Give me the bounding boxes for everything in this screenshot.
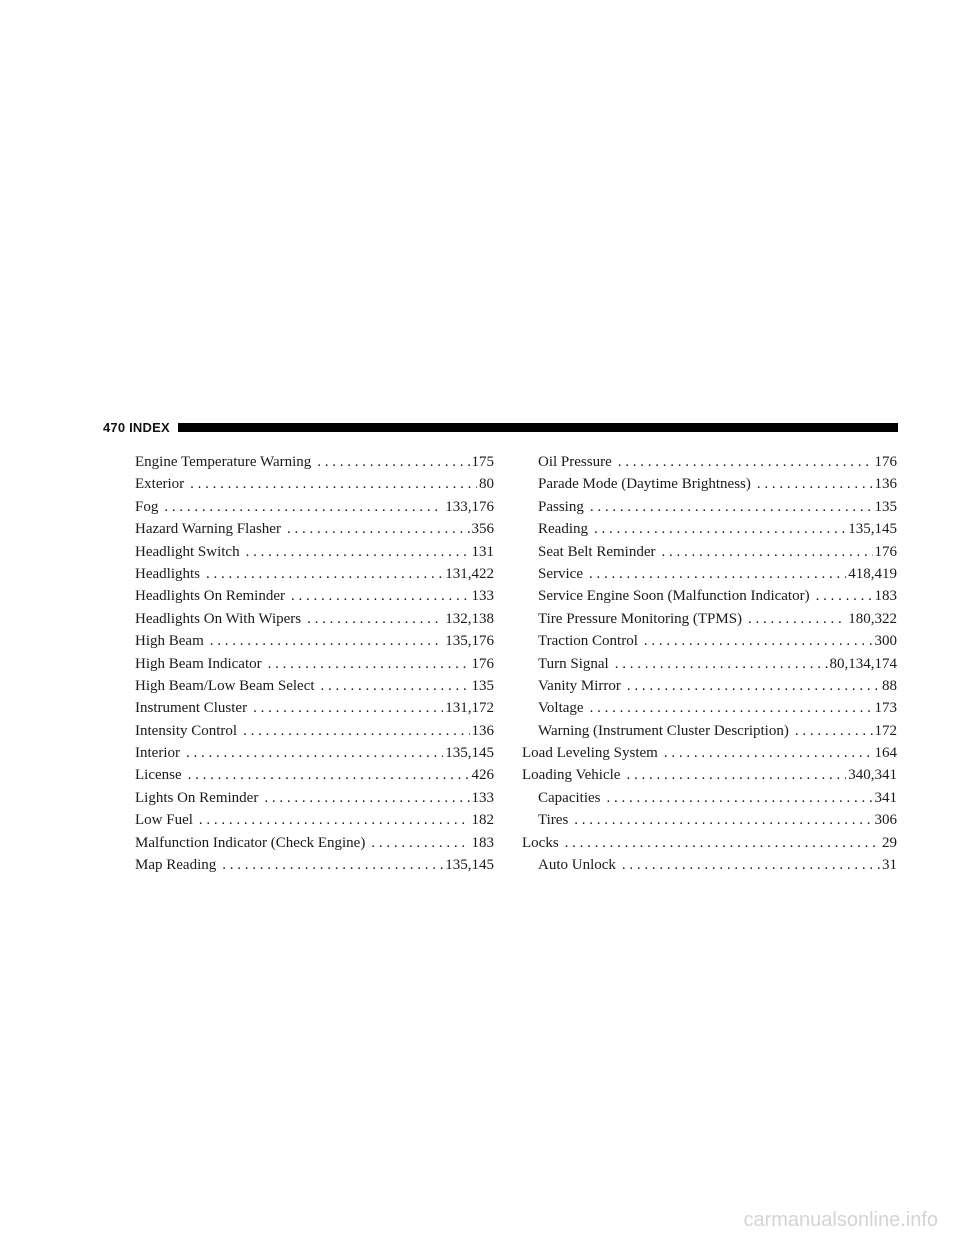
index-entry <box>522 451 897 473</box>
index-term: Headlights <box>135 565 200 582</box>
index-entry <box>119 832 494 854</box>
index-column-left <box>119 451 494 876</box>
dot-leader <box>258 787 469 809</box>
index-pages: 340,341 <box>848 767 897 784</box>
index-entry <box>522 585 897 607</box>
index-pages: 136 <box>471 722 494 739</box>
dot-leader <box>789 720 873 742</box>
index-entry <box>522 608 897 630</box>
index-entry <box>119 787 494 809</box>
index-entry <box>119 630 494 652</box>
dot-leader <box>612 451 873 473</box>
index-term: Service <box>538 565 583 582</box>
index-entry <box>119 742 494 764</box>
index-entry <box>119 563 494 585</box>
dot-leader <box>184 473 477 495</box>
dot-leader <box>559 832 880 854</box>
index-pages: 176 <box>471 655 494 672</box>
index-entry <box>119 451 494 473</box>
index-term: High Beam <box>135 633 204 650</box>
index-entry <box>522 720 897 742</box>
index-entry <box>119 473 494 495</box>
index-term: Auto Unlock <box>538 857 616 874</box>
index-term: Headlights On With Wipers <box>135 610 302 627</box>
index-entry <box>522 854 897 876</box>
index-entry <box>522 496 897 518</box>
index-pages: 135,145 <box>445 745 494 762</box>
index-pages: 183 <box>471 834 494 851</box>
index-entry <box>119 720 494 742</box>
index-term: Exterior <box>135 476 185 493</box>
index-term: Engine Temperature Warning <box>135 454 312 470</box>
dot-leader <box>568 809 872 831</box>
index-pages: 135,145 <box>848 521 897 538</box>
index-pages: 80 <box>479 476 494 493</box>
index-entry <box>522 653 897 675</box>
index-term: Tires <box>538 812 569 829</box>
index-term: Instrument Cluster <box>135 700 248 717</box>
dot-leader <box>204 630 444 652</box>
index-entry <box>522 630 897 652</box>
index-pages: 131,422 <box>445 565 494 582</box>
index-pages: 131 <box>471 543 494 560</box>
index-entry <box>522 473 897 495</box>
index-entry <box>119 518 494 540</box>
index-pages: 183 <box>874 588 897 605</box>
index-pages: 418,419 <box>848 565 897 582</box>
index-pages: 300 <box>874 633 897 650</box>
index-term: Voltage <box>538 700 584 717</box>
index-pages: 88 <box>882 677 897 694</box>
index-pages: 135 <box>471 677 494 694</box>
index-entry <box>119 675 494 697</box>
index-pages: 29 <box>882 834 897 851</box>
index-pages: 164 <box>874 745 897 762</box>
index-pages: 135,145 <box>445 857 494 874</box>
index-term: Service Engine Soon (Malfunction Indicator) <box>538 588 810 605</box>
index-term: Parade Mode (Daytime Brightness) <box>538 476 751 493</box>
index-term: Headlights On Reminder <box>135 588 285 605</box>
dot-leader <box>638 630 873 652</box>
index-entry <box>522 742 897 764</box>
index-term: Malfunction Indicator (Check Engine) <box>135 834 366 851</box>
index-entry <box>522 697 897 719</box>
dot-leader <box>658 742 873 764</box>
index-term: Traction Control <box>538 633 638 650</box>
dot-leader <box>600 787 872 809</box>
dot-leader <box>621 675 880 697</box>
dot-leader <box>588 518 846 540</box>
index-term: Vanity Mirror <box>538 677 621 694</box>
index-pages: 356 <box>471 521 494 538</box>
index-entry <box>522 764 897 786</box>
dot-leader <box>584 496 873 518</box>
index-term: Headlight Switch <box>135 543 240 560</box>
dot-leader <box>262 653 470 675</box>
page-number: 470 <box>103 419 126 435</box>
dot-leader <box>655 541 872 563</box>
index-term: Map Reading <box>135 857 217 874</box>
index-entry <box>522 563 897 585</box>
section-title: INDEX <box>129 419 170 435</box>
index-pages: 426 <box>471 767 494 784</box>
index-pages: 135 <box>874 498 897 515</box>
index-pages: 175 <box>471 454 494 470</box>
dot-leader <box>285 585 470 607</box>
index-term: Capacities <box>538 789 601 806</box>
index-term: Low Fuel <box>135 812 193 829</box>
dot-leader <box>240 541 470 563</box>
index-entry <box>119 608 494 630</box>
dot-leader <box>742 608 846 630</box>
index-entry <box>522 675 897 697</box>
dot-leader <box>620 764 846 786</box>
index-pages: 131,172 <box>445 700 494 717</box>
index-entry <box>119 764 494 786</box>
index-pages: 306 <box>874 812 897 829</box>
index-term: License <box>135 767 182 784</box>
index-pages: 133,176 <box>445 498 494 515</box>
index-term: Reading <box>538 521 588 538</box>
index-pages: 172 <box>874 722 897 739</box>
dot-leader <box>616 854 880 876</box>
index-pages: 182 <box>471 812 494 829</box>
header-rule <box>178 423 898 432</box>
index-pages: 31 <box>882 857 897 874</box>
dot-leader <box>609 653 828 675</box>
dot-leader <box>810 585 873 607</box>
index-term: Tire Pressure Monitoring (TPMS) <box>538 610 743 627</box>
dot-leader <box>180 742 443 764</box>
index-term: Loading Vehicle <box>522 767 621 784</box>
page-header <box>103 418 898 436</box>
index-term: Fog <box>135 498 159 515</box>
index-term: Turn Signal <box>538 655 609 672</box>
index-term: Hazard Warning Flasher <box>135 521 281 538</box>
index-term: Interior <box>135 745 180 762</box>
index-term: Lights On Reminder <box>135 789 259 806</box>
index-pages: 180,322 <box>848 610 897 627</box>
index-term: Seat Belt Reminder <box>538 543 656 560</box>
dot-leader <box>751 473 873 495</box>
index-term: Warning (Instrument Cluster Description) <box>538 722 789 739</box>
index-term: Passing <box>538 498 584 515</box>
index-entry <box>119 541 494 563</box>
index-term: Load Leveling System <box>522 745 658 762</box>
index-pages: 176 <box>874 454 897 470</box>
index-pages: 176 <box>874 543 897 560</box>
index-pages: 133 <box>471 789 494 806</box>
dot-leader <box>237 720 469 742</box>
index-entry <box>119 653 494 675</box>
index-pages: 133 <box>471 588 494 605</box>
dot-leader <box>301 608 443 630</box>
index-entry <box>522 518 897 540</box>
dot-leader <box>281 518 470 540</box>
dot-leader <box>584 697 873 719</box>
dot-leader <box>200 563 443 585</box>
index-entry <box>119 585 494 607</box>
dot-leader <box>216 854 443 876</box>
dot-leader <box>311 451 469 473</box>
index-term: High Beam/Low Beam Select <box>135 677 315 694</box>
index-entry <box>119 809 494 831</box>
dot-leader <box>247 697 443 719</box>
page-header-label <box>103 420 170 435</box>
index-entry <box>119 854 494 876</box>
index-entry <box>522 809 897 831</box>
dot-leader <box>583 563 846 585</box>
index-term: Intensity Control <box>135 722 238 739</box>
index-entry <box>522 832 897 854</box>
index-term: Oil Pressure <box>538 454 612 470</box>
dot-leader <box>193 809 470 831</box>
index-entry <box>522 787 897 809</box>
index-term: Locks <box>522 834 559 851</box>
dot-leader <box>365 832 469 854</box>
index-term: High Beam Indicator <box>135 655 262 672</box>
index-pages: 132,138 <box>445 610 494 627</box>
watermark: carmanualsonline.info <box>743 1209 938 1231</box>
index-pages: 341 <box>874 789 897 806</box>
index-entry <box>119 697 494 719</box>
index-entry <box>119 496 494 518</box>
dot-leader <box>158 496 443 518</box>
index-pages: 136 <box>874 476 897 493</box>
dot-leader <box>315 675 470 697</box>
dot-leader <box>182 764 470 786</box>
index-entry <box>522 541 897 563</box>
index-pages: 80,134,174 <box>829 655 897 672</box>
index-column-right <box>522 451 897 876</box>
index-pages: 135,176 <box>445 633 494 650</box>
index-pages: 173 <box>874 700 897 717</box>
